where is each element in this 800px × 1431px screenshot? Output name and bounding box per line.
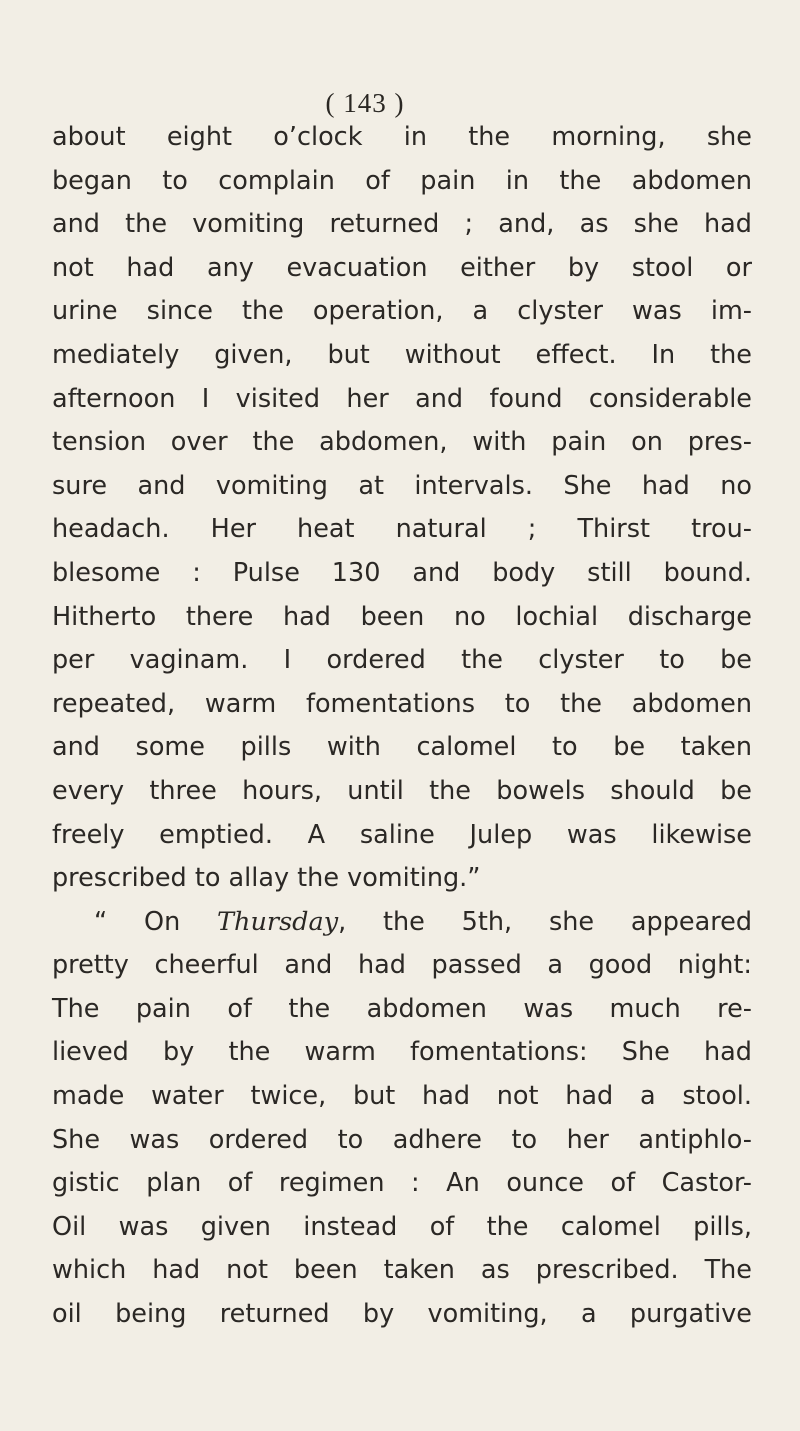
paragraph-start-rest: , the 5th, she appeared xyxy=(338,906,752,937)
text-line: made water twice, but had not had a stool. xyxy=(52,1081,752,1112)
text-line: about eight o’clock in the morning, she xyxy=(52,122,752,152)
text-line: Hitherto there had been no lochial discharge xyxy=(52,601,752,632)
text-line: headach. Her heat natural ; Thirst trou- xyxy=(52,514,752,545)
text-line: oil being returned by vomiting, a purgative xyxy=(52,1299,752,1330)
text-line: and some pills with calomel to be taken xyxy=(52,732,752,763)
italic-day: Thursday xyxy=(217,906,339,937)
text-line: afternoon I visited her and found considerable xyxy=(52,383,752,414)
text-line: and the vomiting returned ; and, as she had xyxy=(52,209,752,240)
text-line: The pain of the abdomen was much re- xyxy=(52,993,752,1024)
text-line: prescribed to allay the vomiting.” xyxy=(52,863,481,894)
text-line: She was ordered to adhere to her antiphlo- xyxy=(52,1124,752,1155)
text-line: per vaginam. I ordered the clyster to be xyxy=(52,645,752,676)
paragraph-start-line xyxy=(52,901,752,945)
text-line: not had any evacuation either by stool or xyxy=(52,252,752,283)
text-line: repeated, warm fomentations to the abdomen xyxy=(52,688,752,719)
open-quote-text: “ On xyxy=(94,906,218,937)
page-number: ( 143 ) xyxy=(325,88,405,118)
text-line: every three hours, until the bowels should be xyxy=(52,775,752,806)
body-text xyxy=(52,116,752,1337)
text-line: pretty cheerful and had passed a good night: xyxy=(52,950,752,981)
text-line: began to complain of pain in the abdomen xyxy=(52,165,752,196)
text-line: blesome : Pulse 130 and body still bound. xyxy=(52,557,752,588)
text-line: mediately given, but without effect. In the xyxy=(52,339,752,370)
text-line: sure and vomiting at intervals. She had no xyxy=(52,470,752,501)
text-line: tension over the abdomen, with pain on pres- xyxy=(52,427,752,458)
text-line: urine since the operation, a clyster was im- xyxy=(52,296,752,327)
text-line: freely emptied. A saline Julep was likewise xyxy=(52,819,752,850)
text-line: lieved by the warm fomentations: She had xyxy=(52,1037,752,1068)
text-line: which had not been taken as prescribed. The xyxy=(52,1255,752,1286)
text-line: gistic plan of regimen : An ounce of Castor- xyxy=(52,1168,752,1199)
text-line: Oil was given instead of the calomel pills, xyxy=(52,1211,752,1242)
